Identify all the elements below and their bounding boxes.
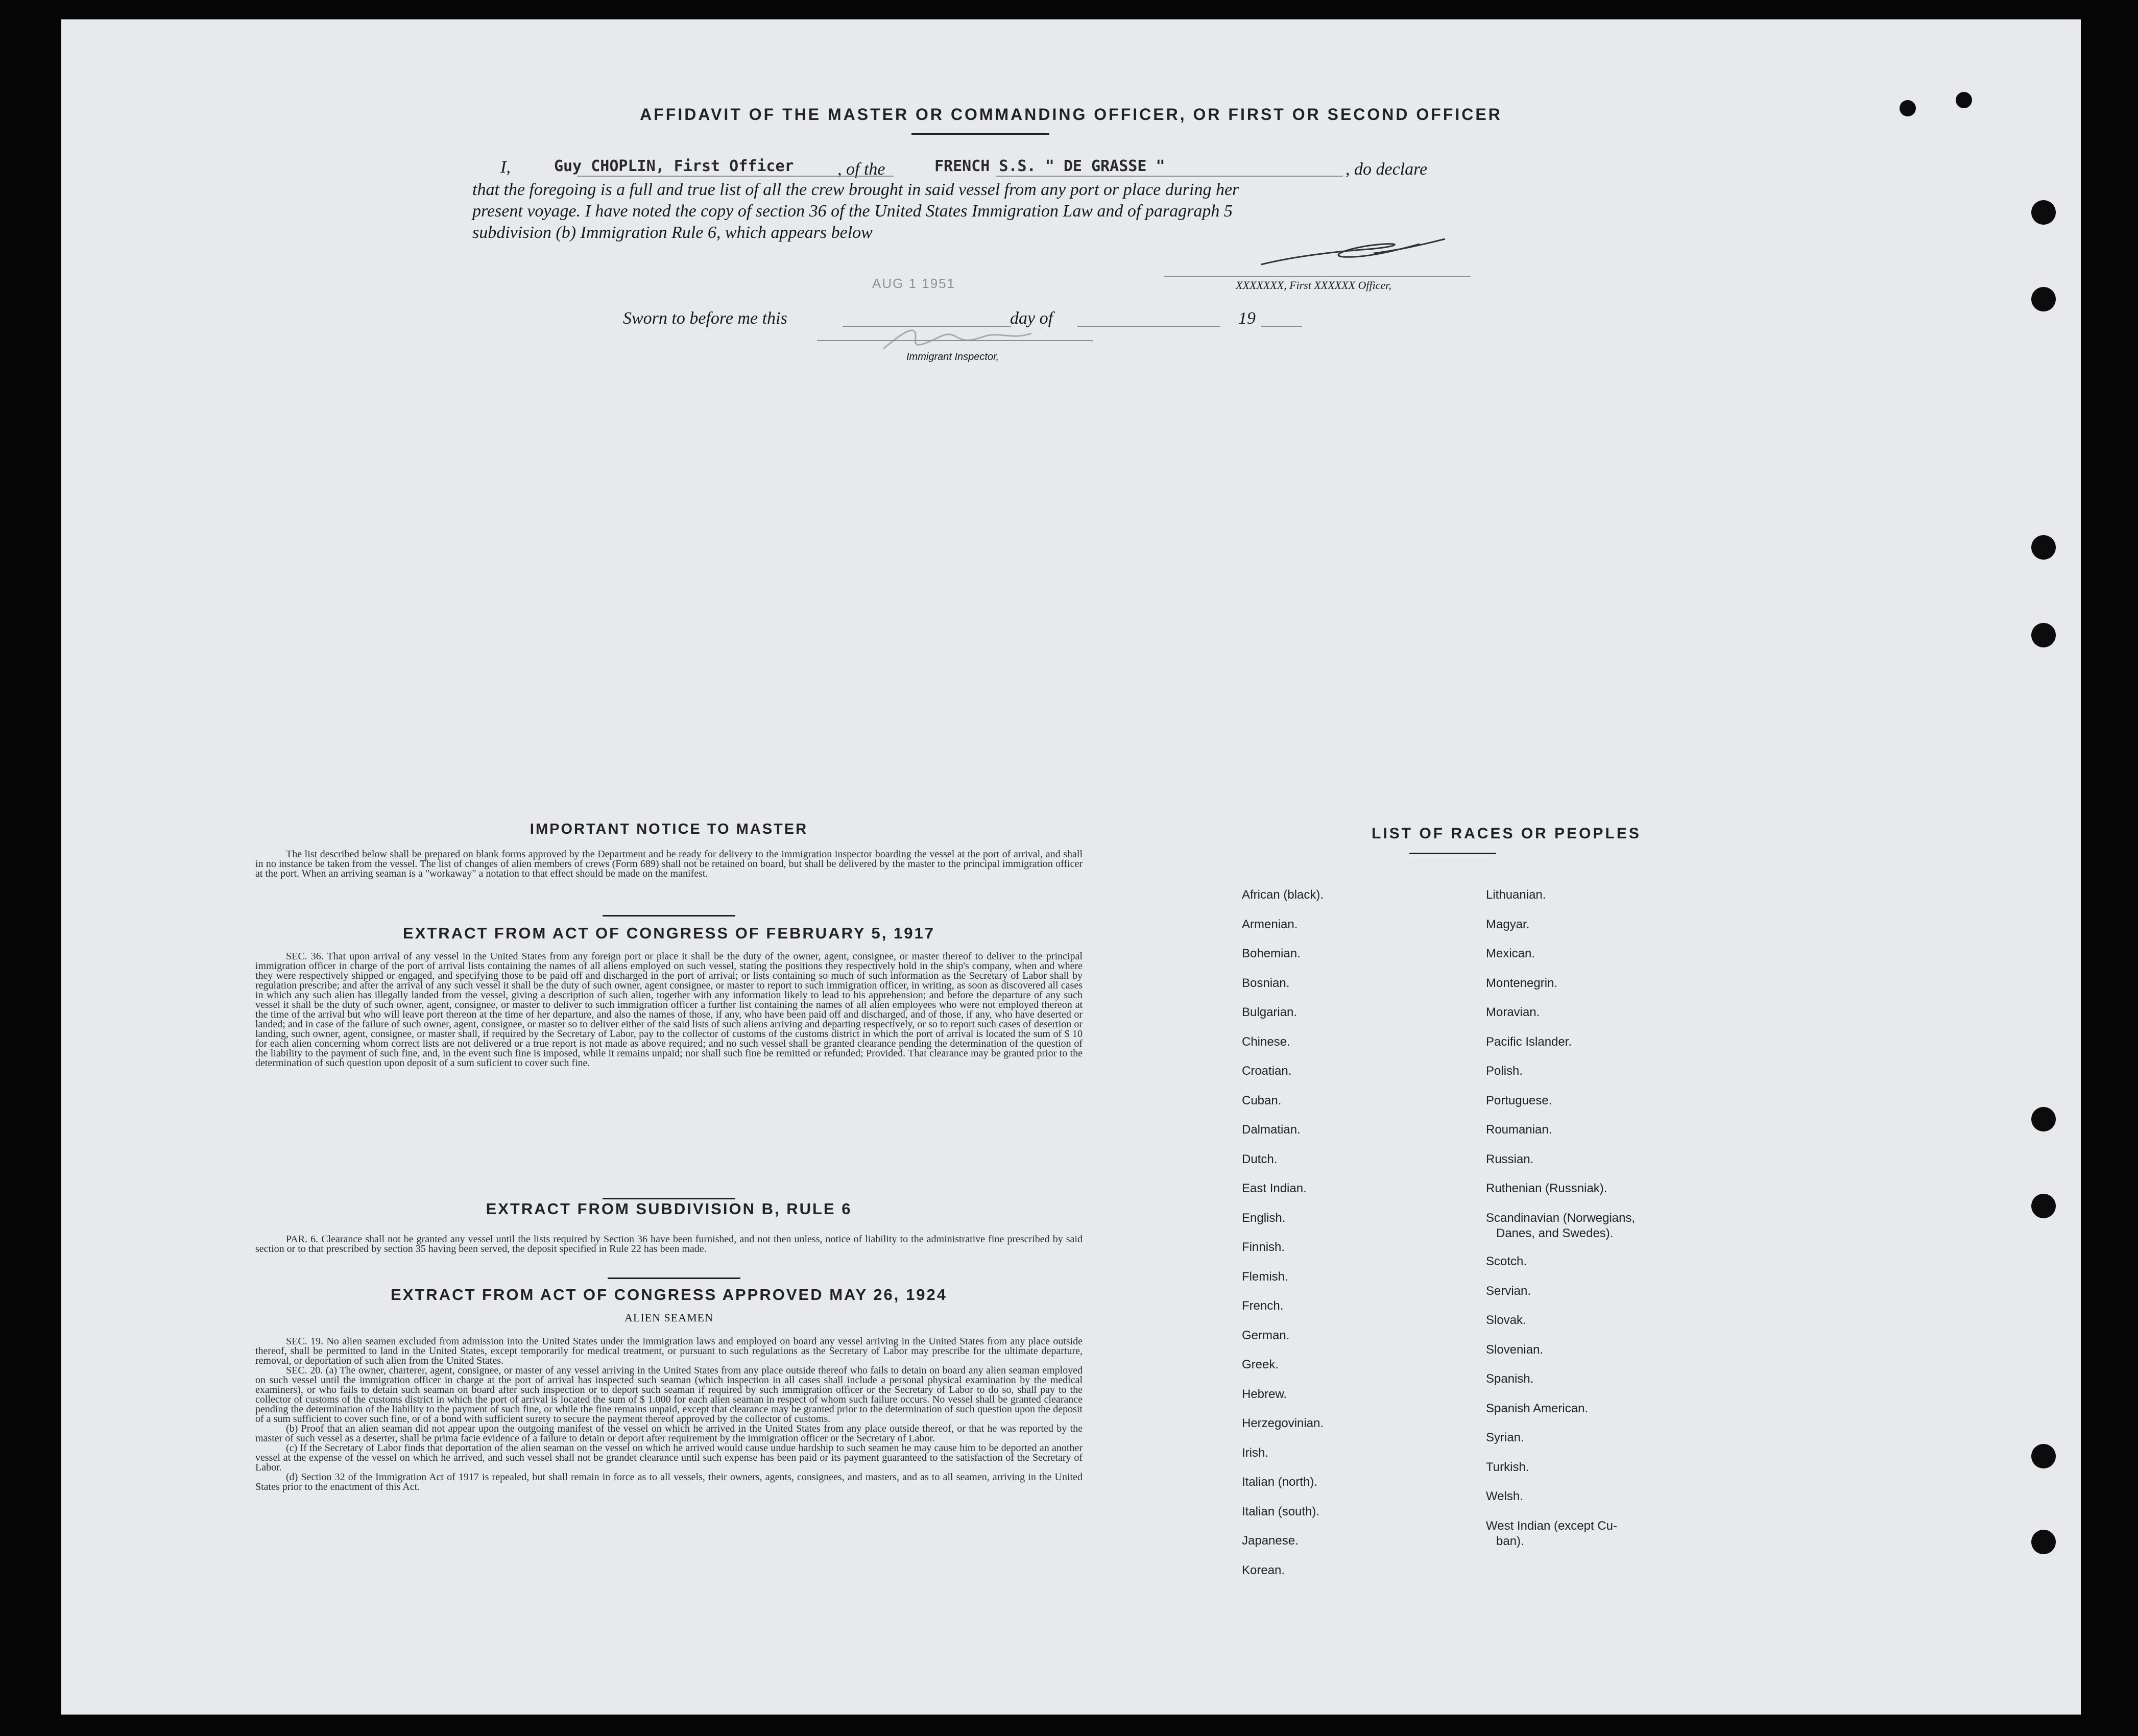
race-item: Spanish. xyxy=(1486,1372,1534,1386)
race-item: Montenegrin. xyxy=(1486,976,1558,990)
extract-1924-body xyxy=(255,1337,1083,1492)
officer-name-typed: Guy CHOPLIN, First Officer xyxy=(554,157,794,175)
extract-1924-sec19: SEC. 19. No alien seamen excluded from admission into the United States under the immigration laws and employed on board any vessel arriving in the United States from any place outside thereof, shall be permitted to land in the United States, except temporarily for medical treatment, or pursuant to such regulations as the Secretary of Labor may prescribe for the ultimate departure, removal, or deportation of such alien from the United States. xyxy=(255,1336,1083,1366)
race-item: German. xyxy=(1242,1328,1290,1342)
race-item: Slovenian. xyxy=(1486,1342,1544,1357)
word-do-declare: , do declare xyxy=(1346,160,1428,179)
race-item: Syrian. xyxy=(1486,1431,1524,1444)
vessel-name-typed: FRENCH S.S. " DE GRASSE " xyxy=(934,157,1165,175)
race-item: Portuguese. xyxy=(1486,1093,1552,1107)
extract-rule6-paragraph: PAR. 6. Clearance shall not be granted any vessel until the lists required by Section 36 have been furnished, and not then unless, notice of liability to the administrative fine prescribed by said section or to that prescribed by section 35 having been served, the deposit specified in Rule 22 has been made. xyxy=(255,1234,1083,1255)
name-blank-line xyxy=(577,176,894,177)
punch-hole xyxy=(2031,1530,2056,1554)
race-item: Scandinavian (Norwegians, Danes, and Swedes). xyxy=(1486,1211,1636,1240)
officer-signature xyxy=(1251,229,1476,275)
race-item: Spanish American. xyxy=(1486,1401,1589,1415)
title-rule xyxy=(911,133,1049,135)
race-item: Korean. xyxy=(1242,1563,1285,1577)
extract-1917-title: EXTRACT FROM ACT OF CONGRESS OF FEBRUARY 5, 1917 xyxy=(403,924,935,942)
race-item: Polish. xyxy=(1486,1064,1523,1078)
vessel-blank-line xyxy=(996,176,1343,177)
race-item: Flemish. xyxy=(1242,1269,1288,1284)
punch-hole xyxy=(2031,1107,2056,1131)
extract-rule6-rule xyxy=(608,1277,740,1279)
race-item: Bosnian. xyxy=(1242,976,1290,990)
declaration-line-2: present voyage. I have noted the copy of section 36 of the United States Immigration Law and of paragraph 5 xyxy=(472,202,1233,221)
race-item: Chinese. xyxy=(1242,1034,1290,1049)
sworn-year-line xyxy=(1261,326,1302,327)
alien-seamen-subtitle: ALIEN SEAMEN xyxy=(624,1311,713,1324)
race-item: Scotch. xyxy=(1486,1255,1527,1268)
extract-1924-sec20a: SEC. 20. (a) The owner, charterer, agent, consignee, or master of any vessel arriving in the United States from any place outside thereof who fails to detain on board any alien seaman employed on such vessel until the immigration officer in charge at the port of arrival has inspected such seaman (which inspection in all cases shall include a personal physical examination by the medical examiners), or who fails to detain such seaman on board after such inspection or to deport such seaman if required by such immigration officer or the Secretary of Labor to do so, shall pay to the collector of customs of the customs district in which the port of arrival is located the sum of $ 1.000 for each alien seaman in respect of whom such failure occurs. No vessel shall be granted clearance pending the determination of the liability to the payment of such fine, or while the fine remains unpaid, except that clearance may be granted prior to the determination of such question upon the deposit of a sum sufficient to cover such fine, or of a bond with sufficient surety to secure the payment thereof approved by the collector of customs. xyxy=(255,1365,1083,1425)
declaration-line-3: subdivision (b) Immigration Rule 6, which appears below xyxy=(472,223,873,242)
punch-hole xyxy=(1956,92,1972,108)
race-item: Croatian. xyxy=(1242,1064,1292,1078)
inspector-caption: Immigrant Inspector, xyxy=(906,351,999,363)
race-item: Russian. xyxy=(1486,1152,1534,1166)
race-item: Japanese. xyxy=(1242,1534,1299,1548)
punch-hole xyxy=(2031,200,2056,225)
race-item: Dutch. xyxy=(1242,1152,1278,1166)
date-stamp: AUG 1 1951 xyxy=(872,276,956,291)
document-sheet xyxy=(61,19,2081,1715)
race-item: Finnish. xyxy=(1242,1240,1285,1254)
race-item: Cuban. xyxy=(1242,1093,1282,1107)
officer-signature-line xyxy=(1164,276,1471,277)
extract-1924-sec20b: (b) Proof that an alien seaman did not appear upon the outgoing manifest of the vessel on which he arrived in the United States from any place outside thereof, or that he was reported by the master of such vessel as a deserter, shall be prima facie evidence of a failure to detain or deport after requirement by the immigration officer or the Secretary of Labor. xyxy=(255,1423,1083,1444)
race-item: Ruthenian (Russniak). xyxy=(1486,1182,1607,1195)
notice-rule xyxy=(603,915,735,917)
day-of-label: day of xyxy=(1010,309,1053,328)
race-item: English. xyxy=(1242,1211,1286,1225)
extract-1924-sec20d: (d) Section 32 of the Immigration Act of 1917 is repealed, but shall remain in force as to all vessels, their owners, agents, consignees, and masters, and as to all seamen, arriving in the United States prior to the enactment of this Act. xyxy=(255,1472,1083,1492)
sworn-month-line xyxy=(1077,326,1220,327)
officer-caption: XXXXXXX, First XXXXXX Officer, xyxy=(1236,279,1391,292)
race-item: African (black). xyxy=(1242,888,1324,902)
race-item: Bulgarian. xyxy=(1242,1005,1298,1019)
race-item: Dalmatian. xyxy=(1242,1123,1301,1137)
extract-1917-body xyxy=(255,952,1083,1068)
race-item: Turkish. xyxy=(1486,1460,1529,1474)
extract-rule6-body xyxy=(255,1235,1083,1254)
race-item: Greek. xyxy=(1242,1358,1279,1371)
affidavit-title: AFFIDAVIT OF THE MASTER OR COMMANDING OFFICER, OR FIRST OR SECOND OFFICER xyxy=(640,105,1502,124)
word-of-the: , of the xyxy=(837,160,885,179)
race-item: Magyar. xyxy=(1486,917,1530,931)
extract-1924-title: EXTRACT FROM ACT OF CONGRESS APPROVED MAY 26, 1924 xyxy=(391,1286,947,1304)
extract-1917-rule xyxy=(603,1198,735,1199)
races-title: LIST OF RACES OR PEOPLES xyxy=(1372,825,1641,842)
race-item: Armenian. xyxy=(1242,917,1298,931)
inspector-signature-line xyxy=(817,340,1093,341)
notice-title: IMPORTANT NOTICE TO MASTER xyxy=(530,821,808,837)
race-item: Moravian. xyxy=(1486,1005,1540,1019)
punch-hole xyxy=(1900,100,1916,116)
punch-hole xyxy=(2031,535,2056,560)
race-item: Lithuanian. xyxy=(1486,888,1546,902)
extract-1917-paragraph: SEC. 36. That upon arrival of any vessel in the United States from any foreign port or place it shall be the duty of the owner, agent, consignee, or master thereof to deliver to the principal immigration officer in charge of the port of arrival lists containing the names of all aliens employed on such vessel, stating the positions they respectively hold in the ship's company, when and where they were respectively shipped or engaged, and specifying those to be paid off and discharged in the port of arrival; or lists containing so much of such information as the Secretary of Labor shall by regulation prescribe; and after the arrival of any such vessel it shall be the duty of such owner, agent consignee, or master to report to such immigration officer, in writing, as soon as discovered all cases in which any such alien has illegally landed from the vessel, giving a description of such alien, together with any information likely to lead to his apprehension; and before the departure of any such vessel it shall be the duty of such owner, agent, consignee, or master to deliver to such immigration officer a further list containing the names of all alien employees who were not employed thereon at the time of the arrival but who will leave port thereon at the time of her departure, and also the names of those, if any, who have been paid off and discharged, and of those, if any, who have deserted or landed; and in case of the failure of such owner, agent, consignee, or master so to deliver either of the said lists of such aliens arriving and departing respectively, or so to report such cases of desertion or landing, such owner, agent, consignee, or master shall, if required by the Secretary of Labor, pay to the collector of customs of the customs district in which the port of arrival is located the sum of $ 10 for each alien concerning whom correct lists are not delivered or a true report is not made as above required; and no such vessel shall be granted clearance pending the determination of the question of the liability to the payment of such fine, and, in the event such fine is imposed, while it remains unpaid; nor shall such fine be remitted or refunded; Provided. That clearance may be granted prior to the determination of such question upon deposit of a sum suficient to cover such fine. xyxy=(255,951,1083,1069)
declaration-line-1: that the foregoing is a full and true list of all the crew brought in said vessel from any port or place during her xyxy=(472,180,1239,199)
notice-paragraph: The list described below shall be prepared on blank forms approved by the Department and be ready for delivery to the immigration inspector boarding the vessel at the port of arrival, and shall in no instance be taken from the vessel. The list of changes of alien members of crews (Form 689) shall not be retained on board, but shall be delivered by the master to the principal immigration officer at the port. When an arriving seaman is a "workaway" a notation to that effect should be made on the manifest. xyxy=(255,849,1083,879)
race-item: Hebrew. xyxy=(1242,1387,1287,1401)
race-item: Herzegovinian. xyxy=(1242,1416,1324,1430)
punch-hole xyxy=(2031,623,2056,647)
race-item: East Indian. xyxy=(1242,1182,1307,1195)
punch-hole xyxy=(2031,287,2056,311)
race-item: Welsh. xyxy=(1486,1489,1523,1503)
word-i: I, xyxy=(500,158,511,177)
race-item: Italian (south). xyxy=(1242,1504,1320,1518)
race-item: West Indian (except Cu- ban). xyxy=(1486,1518,1618,1548)
race-item: Mexican. xyxy=(1486,947,1535,960)
race-item: French. xyxy=(1242,1299,1284,1313)
races-rule xyxy=(1409,853,1496,854)
race-item: Italian (north). xyxy=(1242,1475,1318,1489)
race-item: Servian. xyxy=(1486,1284,1531,1298)
sworn-to-label: Sworn to before me this xyxy=(623,309,787,328)
extract-rule6-title: EXTRACT FROM SUBDIVISION B, RULE 6 xyxy=(486,1200,852,1218)
race-item: Roumanian. xyxy=(1486,1123,1552,1137)
notice-body xyxy=(255,850,1083,879)
extract-1924-sec20c: (c) If the Secretary of Labor finds that deportation of the alien seaman on the vessel on which he arrived would cause undue hardship to such seamen he may cause him to be deported an another vessel at the expense of the vessel on which he arrived, and such vessel shall not be grandet clearance until such expense has been paid or its payment guaranteed to the satisfaction of the Secretary of Labor. xyxy=(255,1442,1083,1473)
punch-hole xyxy=(2031,1444,2056,1468)
year-prefix: 19 xyxy=(1238,309,1256,328)
race-item: Pacific Islander. xyxy=(1486,1034,1572,1049)
race-item: Bohemian. xyxy=(1242,947,1301,960)
punch-hole xyxy=(2031,1194,2056,1218)
race-item: Slovak. xyxy=(1486,1313,1526,1327)
race-item: Irish. xyxy=(1242,1445,1269,1460)
